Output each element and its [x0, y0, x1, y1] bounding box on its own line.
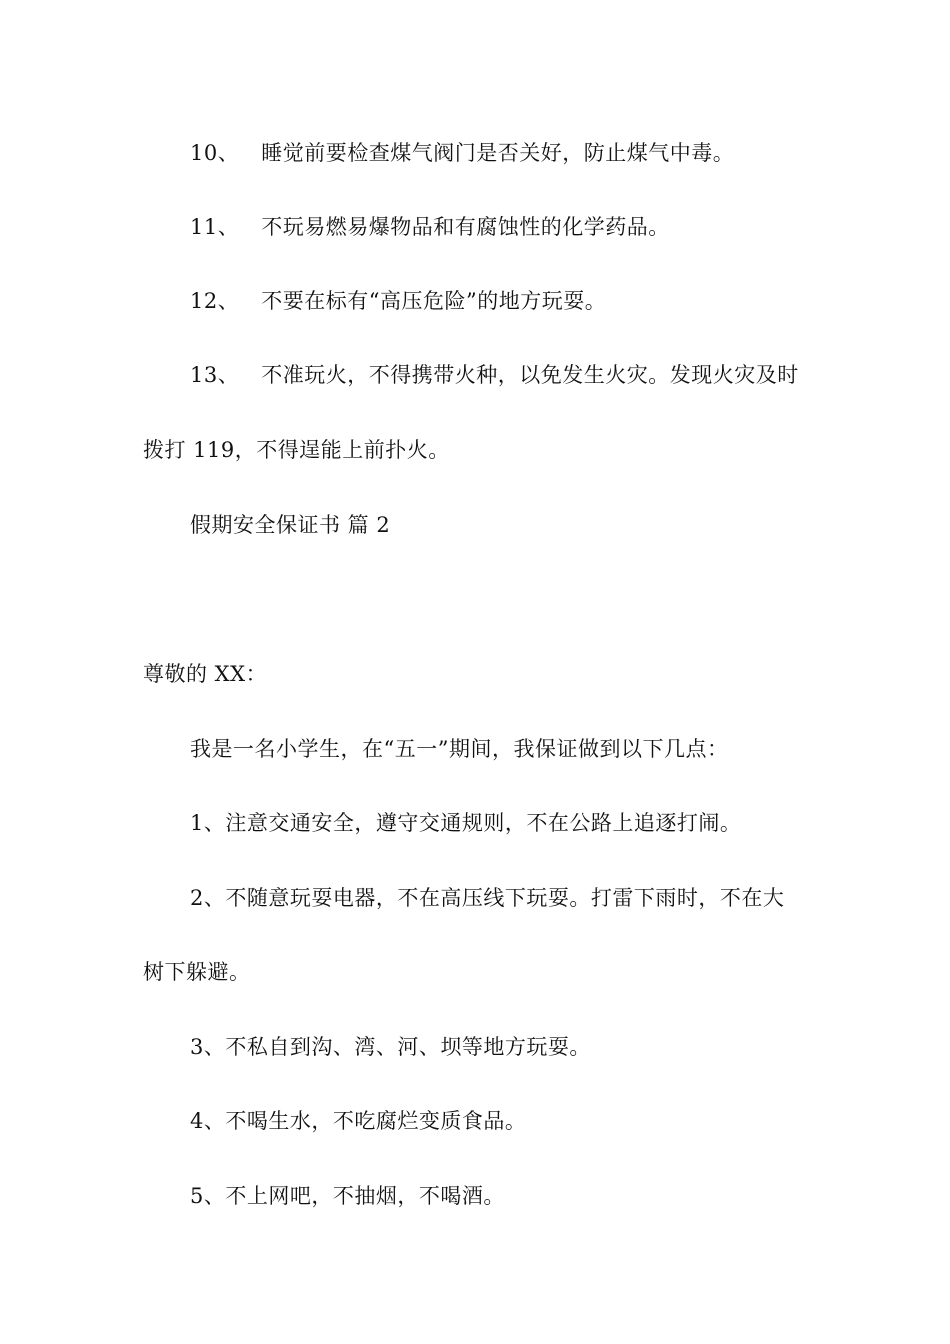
item-number: 12、 — [190, 289, 240, 313]
list-item-13-continuation: 拨打 119，不得逞能上前扑火。 — [143, 438, 450, 462]
item-number: 10、 — [190, 141, 240, 165]
list-item-13 — [190, 360, 799, 390]
item-text: 不要在标有“高压危险”的地方玩耍。 — [261, 289, 607, 313]
list-item-1: 1、注意交通安全，遵守交通规则，不在公路上追逐打闹。 — [190, 811, 742, 835]
list-item-10 — [190, 138, 734, 168]
item-number: 11、 — [190, 215, 240, 239]
intro-paragraph: 我是一名小学生，在“五一”期间，我保证做到以下几点： — [190, 737, 729, 761]
list-item-11 — [190, 212, 670, 242]
item-text: 睡觉前要检查煤气阀门是否关好，防止煤气中毒。 — [261, 141, 735, 165]
item-number: 13、 — [190, 363, 240, 387]
item-text: 不玩易燃易爆物品和有腐蚀性的化学药品。 — [261, 215, 670, 239]
list-item-12 — [190, 286, 606, 316]
list-item-2-continuation: 树下躲避。 — [143, 960, 251, 984]
item-text: 不准玩火，不得携带火种，以免发生火灾。发现火灾及时 — [261, 363, 799, 387]
salutation: 尊敬的 XX： — [143, 662, 268, 686]
list-item-5: 5、不上网吧，不抽烟，不喝酒。 — [190, 1184, 505, 1208]
list-item-4: 4、不喝生水，不吃腐烂变质食品。 — [190, 1109, 527, 1133]
list-item-2: 2、不随意玩耍电器，不在高压线下玩耍。打雷下雨时，不在大 — [190, 886, 785, 910]
list-item-3: 3、不私自到沟、湾、河、坝等地方玩耍。 — [190, 1035, 591, 1059]
section-title: 假期安全保证书 篇 2 — [190, 513, 391, 537]
